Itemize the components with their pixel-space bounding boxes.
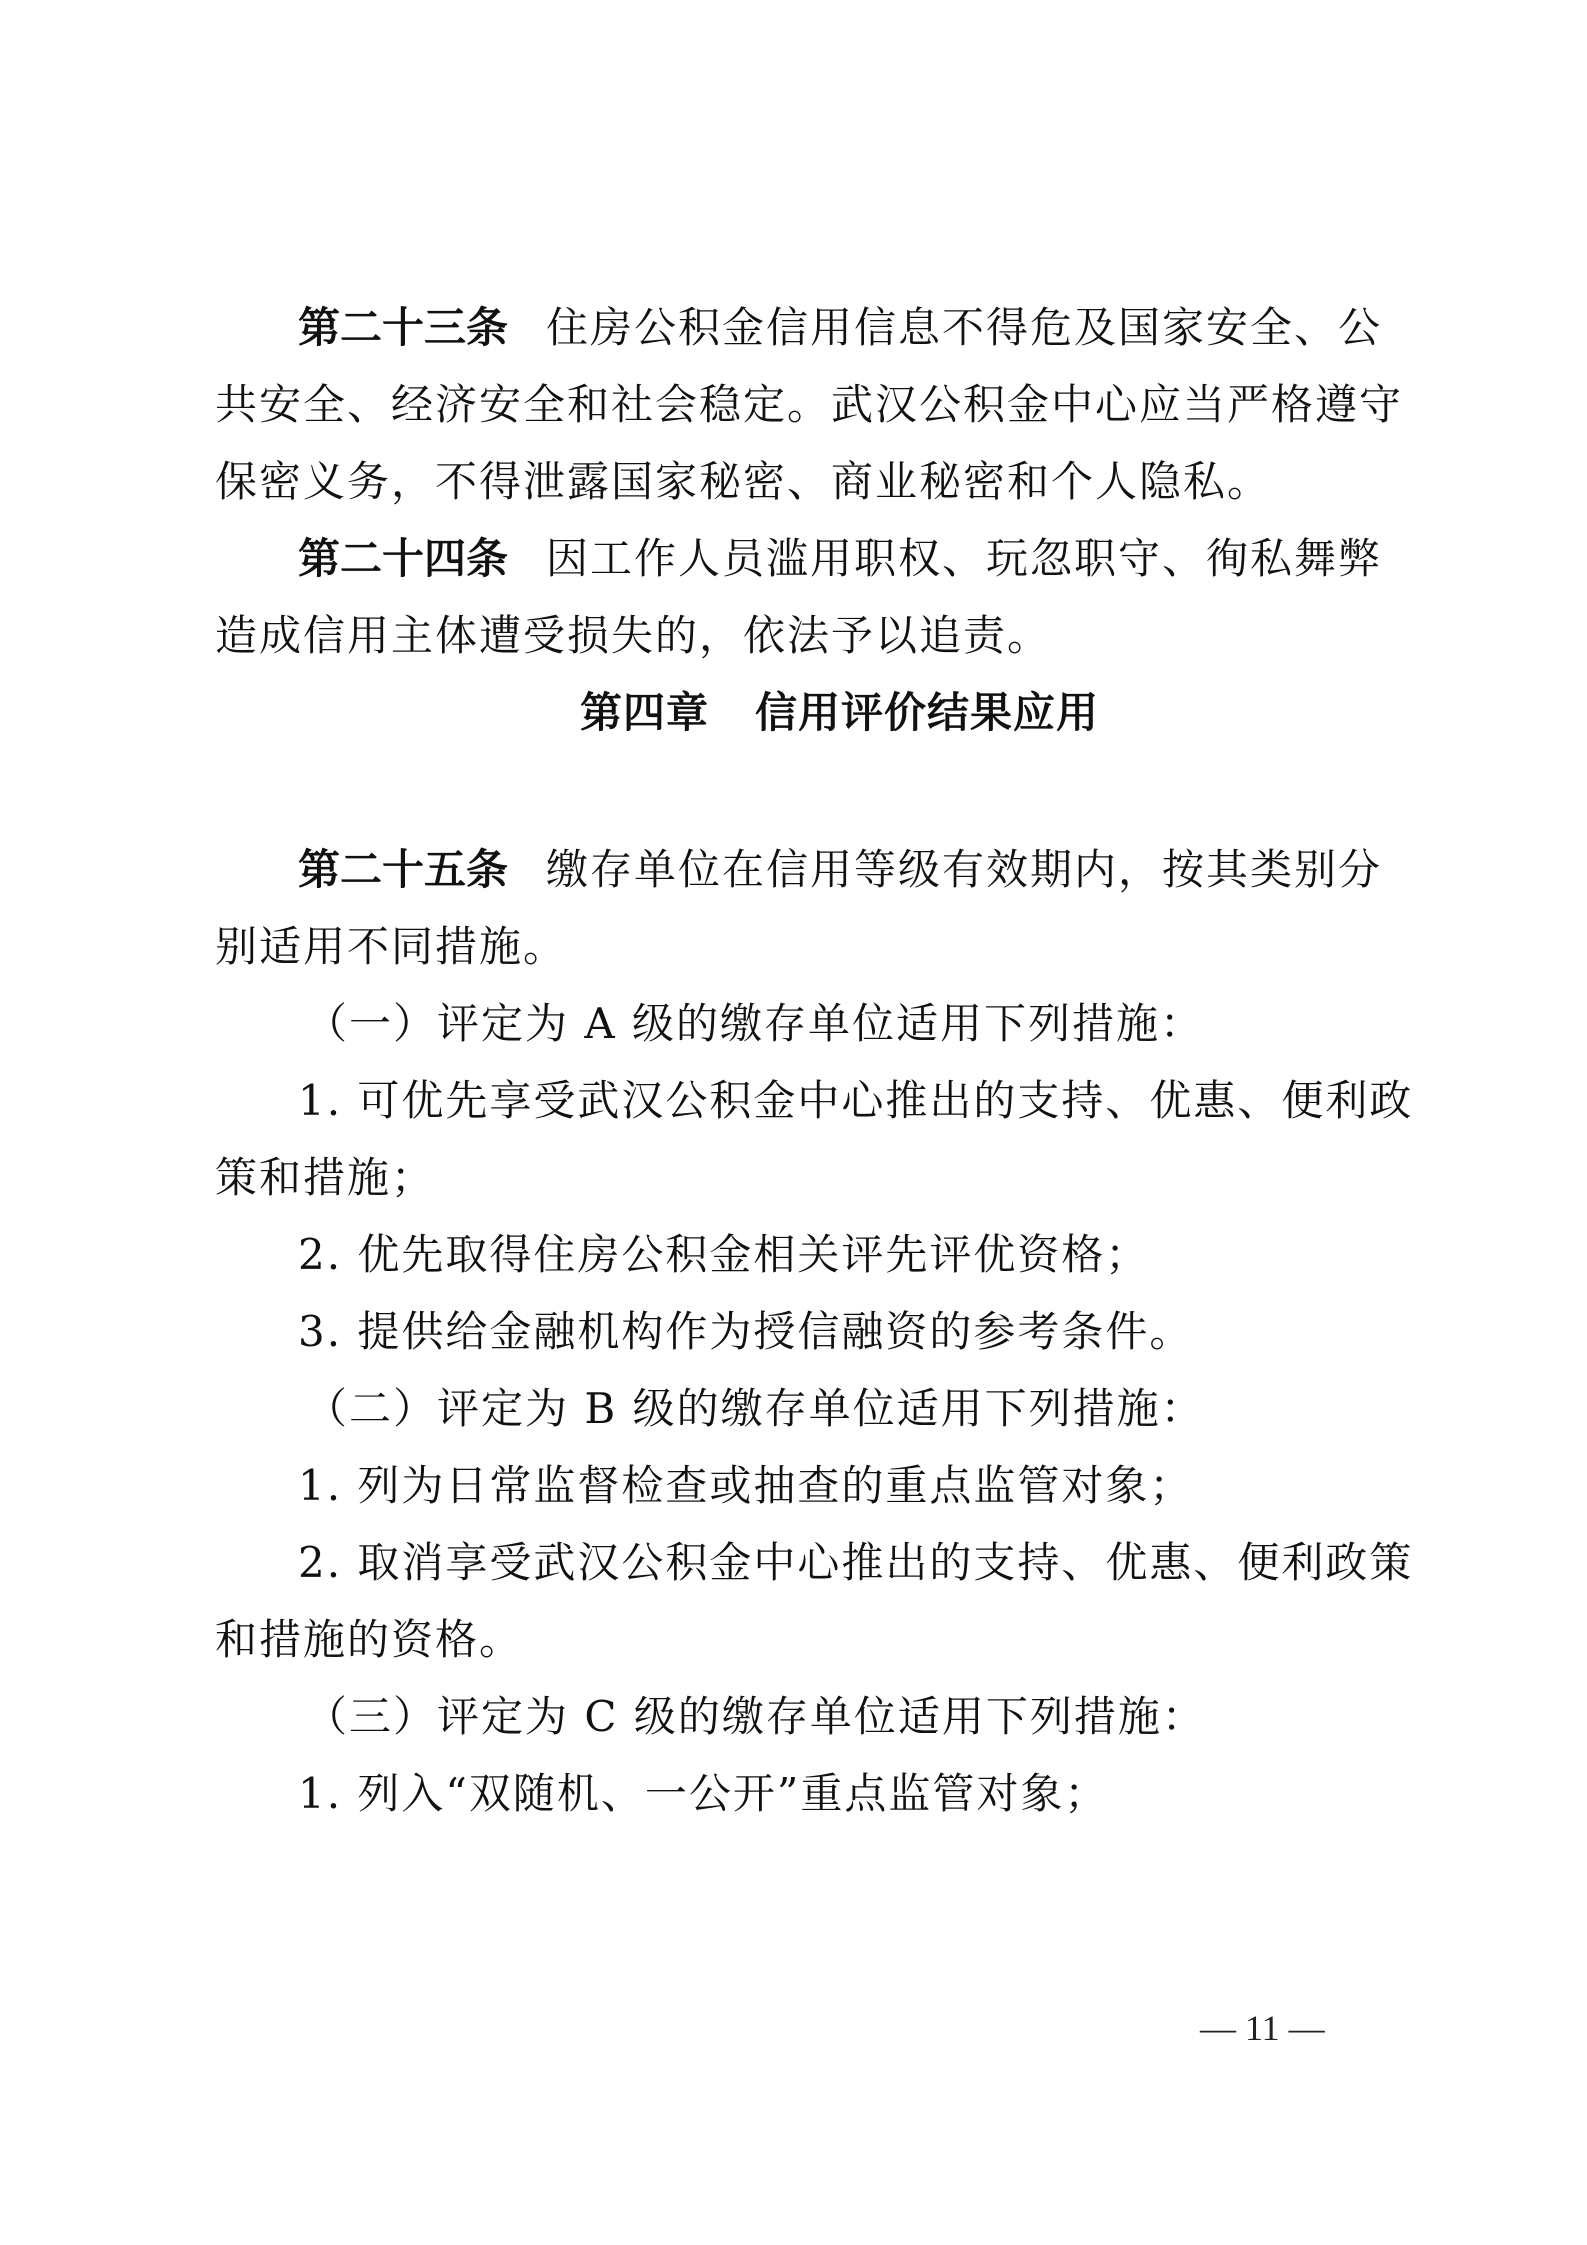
grade-a-item-3: 3. 提供给金融机构作为授信融资的参考条件。	[298, 1307, 1194, 1356]
article-23-line-3: 保密义务，不得泄露国家秘密、商业秘密和个人隐私。	[215, 457, 1272, 506]
article-25-heading: 第二十五条	[298, 845, 509, 894]
article-23-heading: 第二十三条	[298, 303, 509, 352]
article-25-text-1: 缴存单位在信用等级有效期内，按其类别分	[546, 845, 1383, 894]
grade-b-item-2-line-1: 2. 取消享受武汉公积金中心推出的支持、优惠、便利政策	[298, 1538, 1414, 1587]
grade-c-title: （三）评定为 C 级的缴存单位适用下列措施：	[305, 1692, 1206, 1741]
grade-b-item-1: 1. 列为日常监督检查或抽查的重点监管对象；	[298, 1461, 1194, 1510]
article-24-text-1: 因工作人员滥用职权、玩忽职守、徇私舞弊	[546, 534, 1383, 583]
grade-b-title: （二）评定为 B 级的缴存单位适用下列措施：	[305, 1384, 1205, 1433]
article-24-heading: 第二十四条	[298, 534, 509, 583]
page-number: — 11 —	[1200, 2008, 1325, 2048]
grade-a-item-2: 2. 优先取得住房公积金相关评先评优资格；	[298, 1230, 1150, 1279]
grade-a-item-1-line-1: 1. 可优先享受武汉公积金中心推出的支持、优惠、便利政	[298, 1076, 1414, 1125]
article-24-line-2: 造成信用主体遭受损失的，依法予以追责。	[215, 611, 1052, 660]
article-24-line-1	[0, 531, 1587, 587]
chapter-heading	[0, 685, 1587, 741]
article-23-text-1: 住房公积金信用信息不得危及国家安全、公	[546, 303, 1383, 352]
chapter-number: 第四章	[580, 688, 710, 737]
grade-c-item-1: 1. 列入“双随机、一公开”重点监管对象；	[298, 1769, 1109, 1818]
article-23-line-2: 共安全、经济安全和社会稳定。武汉公积金中心应当严格遵守	[215, 380, 1404, 429]
grade-a-title: （一）评定为 A 级的缴存单位适用下列措施：	[305, 999, 1205, 1048]
chapter-title: 信用评价结果应用	[755, 688, 1100, 737]
article-25-line-2: 别适用不同措施。	[215, 922, 568, 971]
grade-b-item-2-line-2: 和措施的资格。	[215, 1615, 524, 1664]
article-23-line-1	[0, 300, 1587, 356]
article-25-line-1	[0, 842, 1587, 898]
grade-a-item-1-line-2: 策和措施；	[215, 1153, 436, 1202]
